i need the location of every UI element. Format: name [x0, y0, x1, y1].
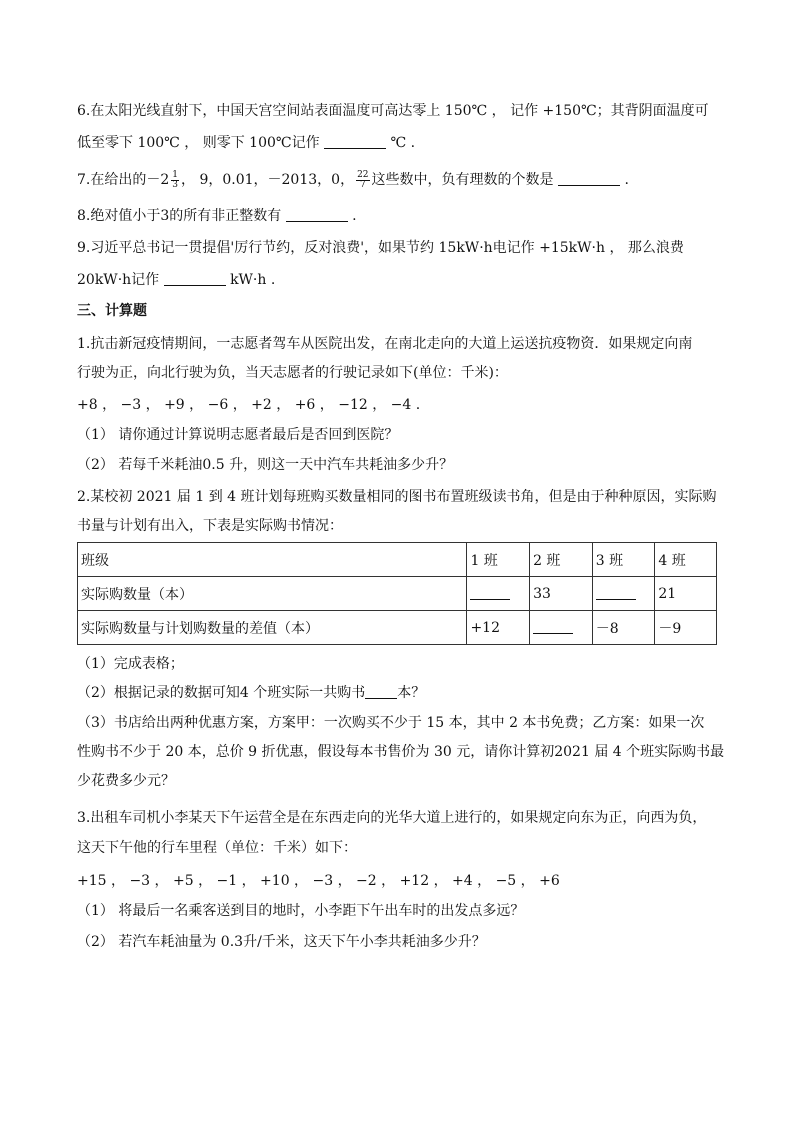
answer-blank[interactable] — [596, 583, 636, 600]
table-row — [78, 577, 717, 611]
table-cell: +12 — [467, 611, 530, 645]
fraction-22-7 — [356, 171, 369, 190]
calc-q2-sub-3-line-2: 性购书不少于 20 本，总价 9 折优惠，假设每本书售价为 30 元，请你计算初2021 届 4 个班实际购书最 — [77, 744, 725, 760]
question-7-text-c: 这些数中，负有理数的个数是 — [371, 172, 554, 188]
question-6-text: 低至零下 100℃ ， 则零下 100℃记作 — [77, 135, 320, 151]
table-row — [78, 611, 717, 645]
calc-q3-record: +15 ， −3 ， +5 ， −1 ， +10 ， −3 ， −2 ， +12 ， +4 ， −5 ， +6 — [77, 873, 560, 889]
table-cell: 4 班 — [655, 543, 717, 577]
table-cell: 1 班 — [467, 543, 530, 577]
answer-blank[interactable] — [365, 684, 397, 699]
calc-q3-sub-1: （1） 将最后一名乘客送到目的地时，小李距下午出车时的出发点多远？ — [77, 903, 525, 919]
calc-q1-record: +8 ， −3 ， +9 ， −6 ， +2 ， +6 ， −12 ， −4 . — [77, 397, 421, 413]
calc-q3-line-2: 这天下午他的行车里程（单位：千米）如下： — [77, 840, 357, 856]
table-cell-blank[interactable] — [592, 577, 655, 611]
fraction-denominator: 3 — [172, 179, 178, 190]
table-cell: 实际购数量（本） — [78, 577, 467, 611]
calc-q3-sub-2: （2） 若汽车耗油量为 0.3升/千米，这天下午小李共耗油多少升？ — [77, 934, 486, 950]
table-cell: －9 — [655, 611, 717, 645]
calc-q1-line-2: 行驶为正，向北行驶为负，当天志愿者的行驶记录如下(单位：千米)： — [77, 365, 508, 381]
question-8-end: . — [352, 208, 357, 224]
question-8-text: 8.绝对值小于3的所有非正整数有 — [77, 208, 282, 224]
table-cell: 3 班 — [592, 543, 655, 577]
section-title: 三、计算题 — [77, 303, 147, 319]
table-cell: 2 班 — [530, 543, 593, 577]
calc-q1-line-1: 1.抗击新冠疫情期间，一志愿者驾车从医院出发，在南北走向的大道上运送抗疫物资．如果规定向南 — [77, 336, 693, 352]
table-cell: －8 — [592, 611, 655, 645]
answer-blank[interactable] — [324, 134, 386, 149]
answer-blank[interactable] — [286, 207, 348, 222]
calc-q2-sub-1: （1）完成表格； — [77, 656, 184, 672]
fraction-denominator: 7 — [359, 179, 366, 190]
question-7 — [77, 170, 754, 190]
question-9-line-2 — [77, 270, 754, 290]
calc-q3-line-1: 3.出租车司机小李某天下午运营全是在东西走向的光华大道上进行的，如果规定向东为正，向西为负， — [77, 810, 707, 826]
table-cell-blank[interactable] — [467, 577, 530, 611]
question-9-unit: kW·h . — [230, 272, 276, 288]
table-cell-blank[interactable] — [530, 611, 593, 645]
book-purchase-table — [77, 542, 717, 645]
calc-q2-sub-2 — [77, 683, 754, 703]
question-7-end: . — [624, 172, 629, 188]
fraction-numerator: 22 — [357, 169, 369, 180]
question-9-text: 20kW·h记作 — [77, 272, 160, 288]
table-cell: 班级 — [78, 543, 467, 577]
question-7-text-b: ， 9，0.01，－2013，0， — [181, 172, 355, 188]
answer-blank[interactable] — [558, 171, 620, 186]
question-6-line-1: 6.在太阳光线直射下，中国天宫空间站表面温度可高达零上 150℃ ， 记作 +150℃；其背阴面温度可 — [77, 103, 709, 119]
fraction-numerator: 1 — [172, 169, 178, 180]
calc-q2-sub-2-end: 本？ — [397, 685, 426, 701]
calc-q2-line-1: 2.某校初 2021 届 1 到 4 班计划每班购买数量相同的图书布置班级读书角，但是由于种种原因，实际购 — [77, 489, 717, 505]
question-9-line-1: 9.习近平总书记一贯提倡'厉行节约，反对浪费'，如果节约 15kW·h电记作 +15kW·h ， 那么浪费 — [77, 240, 684, 256]
calc-q2-sub-3-line-3: 少花费多少元？ — [77, 773, 175, 789]
question-6-line-2 — [77, 133, 754, 153]
question-6-unit: ℃ . — [390, 135, 416, 151]
answer-blank[interactable] — [533, 617, 573, 634]
question-8 — [77, 206, 754, 226]
calc-q2-line-2: 书量与计划有出入，下表是实际购书情况： — [77, 518, 343, 534]
calc-q2-sub-2-text: （2）根据记录的数据可知4 个班实际一共购书 — [77, 685, 366, 701]
table-cell: 21 — [655, 577, 717, 611]
answer-blank[interactable] — [470, 583, 510, 600]
calc-q1-sub-2: （2） 若每千米耗油0.5 升，则这一天中汽车共耗油多少升？ — [77, 457, 454, 473]
calc-q1-sub-1: （1） 请你通过计算说明志愿者最后是否回到医院？ — [77, 427, 399, 443]
question-7-text-a: 7.在给出的－2 — [77, 172, 170, 188]
table-cell: 33 — [530, 577, 593, 611]
table-cell: 实际购数量与计划购数量的差值（本） — [78, 611, 467, 645]
answer-blank[interactable] — [164, 271, 226, 286]
fraction-one-third — [171, 171, 179, 190]
table-header-row — [78, 543, 717, 577]
calc-q2-sub-3-line-1: （3）书店给出两种优惠方案，方案甲：一次购买不少于 15 本，其中 2 本书免费；乙方案：如果一次 — [77, 715, 705, 731]
